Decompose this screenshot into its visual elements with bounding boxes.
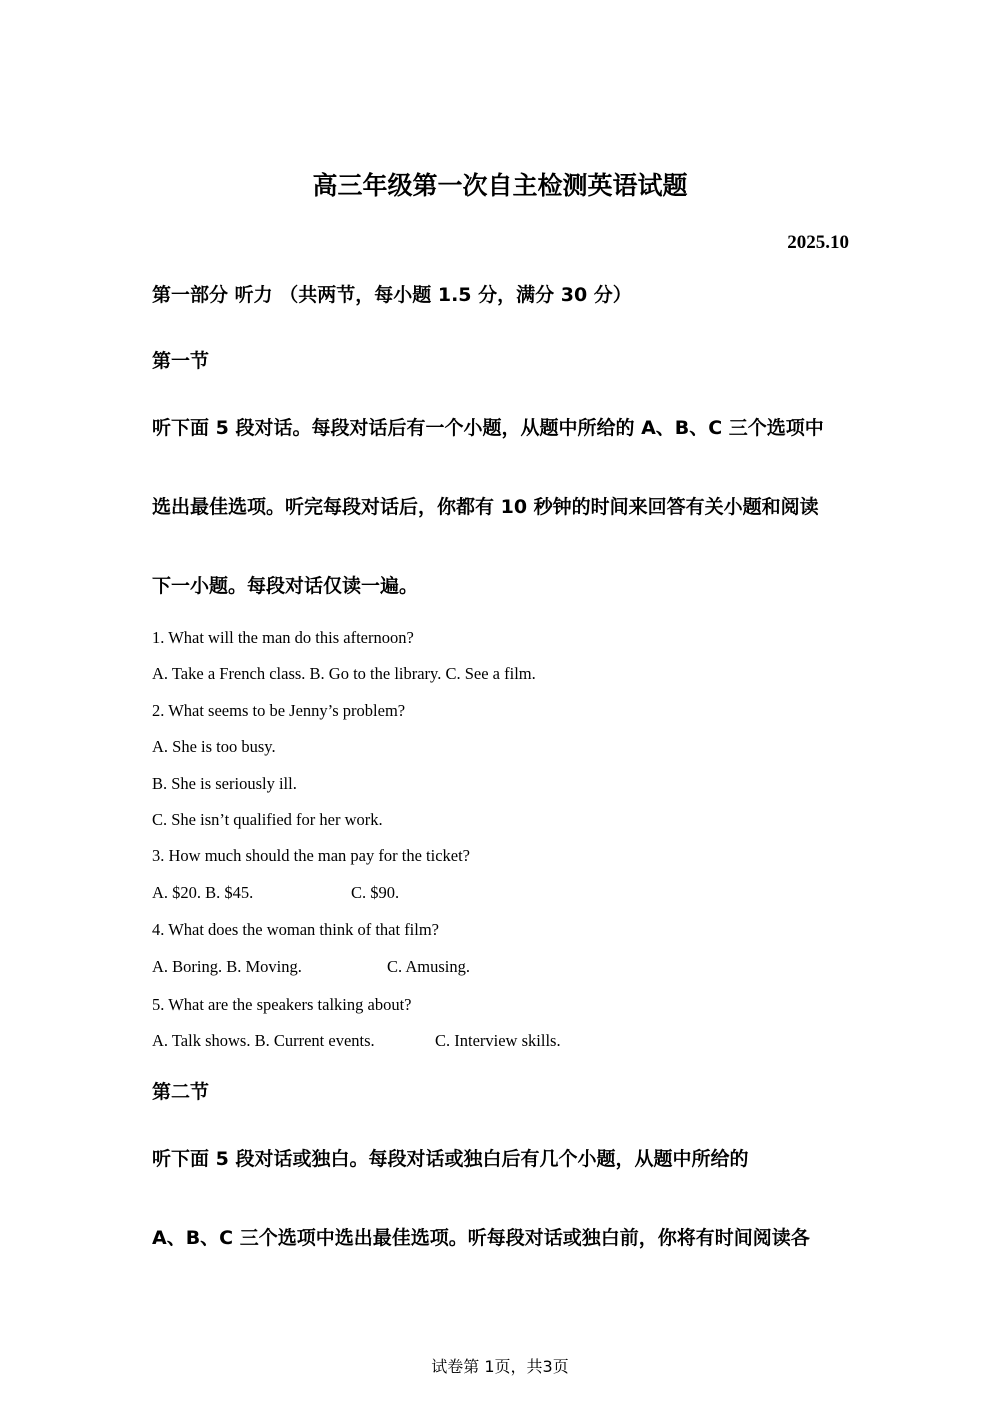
section1-instruction-line-2: 选出最佳选项。听完每段对话后，你都有 10 秒钟的时间来回答有关小题和阅读 xyxy=(152,496,819,518)
section2-instruction-line-2: A、B、C 三个选项中选出最佳选项。听每段对话或独白前，你将有时间阅读各 xyxy=(152,1227,810,1249)
question-5-stem: 5. What are the speakers talking about? xyxy=(152,995,412,1014)
question-2-option-a: A. She is too busy. xyxy=(152,737,276,756)
part1-heading: 第一部分 听力 （共两节，每小题 1.5 分，满分 30 分） xyxy=(152,284,632,306)
section2-instruction-line-1: 听下面 5 段对话或独白。每段对话或独白后有几个小题，从题中所给的 xyxy=(152,1148,749,1170)
section1-heading: 第一节 xyxy=(152,350,210,372)
question-3-stem: 3. How much should the man pay for the ticket? xyxy=(152,846,471,865)
question-5-option-c: C. Interview skills. xyxy=(435,1031,561,1050)
section1-instruction-line-1: 听下面 5 段对话。每段对话后有一个小题，从题中所给的 A、B、C 三个选项中 xyxy=(152,417,824,439)
page-footer: 试卷第 1页，共3页 xyxy=(431,1357,569,1376)
question-2-stem: 2. What seems to be Jenny’s problem? xyxy=(152,701,406,720)
question-2-option-b: B. She is seriously ill. xyxy=(152,774,297,793)
question-4-options-ab: A. Boring. B. Moving. xyxy=(152,957,302,976)
exam-date: 2025.10 xyxy=(787,232,849,253)
page-title: 高三年级第一次自主检测英语试题 xyxy=(312,171,688,200)
question-2-option-c: C. She isn’t qualified for her work. xyxy=(152,810,383,829)
question-5-options-ab: A. Talk shows. B. Current events. xyxy=(152,1031,375,1050)
question-1-options: A. Take a French class. B. Go to the library. C. See a film. xyxy=(152,664,536,683)
question-3-option-c: C. $90. xyxy=(351,883,400,902)
question-4-option-c: C. Amusing. xyxy=(387,957,470,976)
question-4-stem: 4. What does the woman think of that film? xyxy=(152,920,440,939)
question-3-options-ab: A. $20. B. $45. xyxy=(152,883,254,902)
question-1-stem: 1. What will the man do this afternoon? xyxy=(152,628,414,647)
section2-heading: 第二节 xyxy=(152,1081,210,1103)
section1-instruction-line-3: 下一小题。每段对话仅读一遍。 xyxy=(152,575,419,597)
